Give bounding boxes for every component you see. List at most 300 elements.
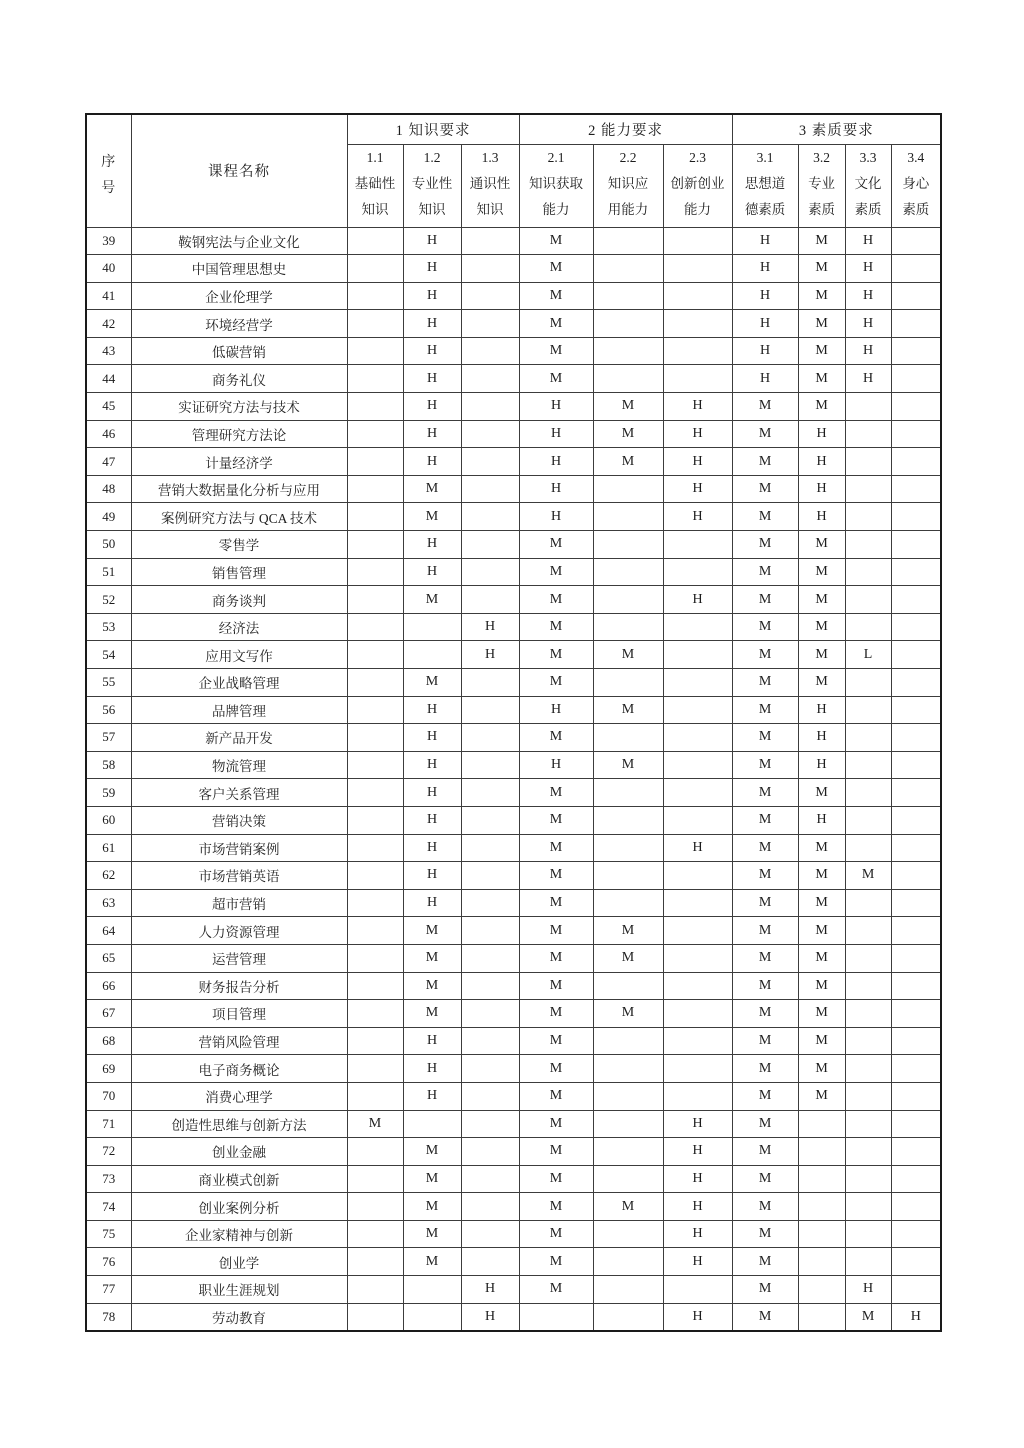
col-header-3-1 (732, 144, 798, 227)
rating-cell: M (403, 669, 461, 697)
rating-cell (798, 1303, 845, 1331)
rating-cell: M (593, 420, 663, 448)
col-num: 1.1 (366, 150, 384, 165)
rating-cell (347, 1276, 403, 1304)
rating-cell: H (891, 1303, 941, 1331)
col-header-1-1 (347, 144, 403, 227)
table-row (86, 696, 941, 724)
rating-cell (347, 1000, 403, 1028)
rating-cell: M (519, 1165, 593, 1193)
row-number-cell: 76 (86, 1248, 131, 1276)
rating-cell: H (461, 1303, 519, 1331)
rating-cell: M (732, 806, 798, 834)
row-number-cell: 41 (86, 282, 131, 310)
rating-cell (593, 1110, 663, 1138)
col-label-line: 文化 (854, 176, 882, 192)
rating-cell: H (663, 448, 732, 476)
rating-cell (347, 365, 403, 393)
row-number-cell: 72 (86, 1138, 131, 1166)
rating-cell: M (593, 1193, 663, 1221)
col-label-line: 身心 (902, 176, 930, 192)
rating-cell (845, 1110, 891, 1138)
rating-cell (891, 972, 941, 1000)
table-row (86, 255, 941, 283)
rating-cell (663, 310, 732, 338)
rating-cell (845, 531, 891, 559)
rating-cell: M (732, 1027, 798, 1055)
rating-cell: M (732, 1165, 798, 1193)
col-label-line: 专业 (808, 176, 836, 192)
row-number-cell: 42 (86, 310, 131, 338)
rating-cell (845, 1165, 891, 1193)
rating-cell (891, 365, 941, 393)
rating-cell (845, 917, 891, 945)
rating-cell: H (798, 448, 845, 476)
rating-cell: M (593, 1000, 663, 1028)
col-num: 2.1 (547, 150, 565, 165)
rating-cell: H (403, 834, 461, 862)
rating-cell: M (798, 255, 845, 283)
rating-cell (461, 917, 519, 945)
table-row (86, 475, 941, 503)
rating-cell: H (663, 503, 732, 531)
col-header-1-2 (403, 144, 461, 227)
col-num: 1.2 (423, 150, 441, 165)
row-number-cell: 64 (86, 917, 131, 945)
rating-cell (891, 227, 941, 255)
rating-cell: H (663, 1193, 732, 1221)
row-number-cell: 53 (86, 613, 131, 641)
rating-cell: M (732, 917, 798, 945)
rating-cell: M (732, 641, 798, 669)
rating-cell: M (732, 862, 798, 890)
rating-cell: H (519, 420, 593, 448)
rating-cell: M (519, 365, 593, 393)
rating-cell: H (403, 1082, 461, 1110)
rating-cell: M (732, 944, 798, 972)
rating-cell (593, 669, 663, 697)
row-number-cell: 52 (86, 586, 131, 614)
rating-cell (461, 586, 519, 614)
course-name-cell: 创业金融 (131, 1138, 347, 1166)
rating-cell: M (593, 696, 663, 724)
col-header-2-3 (663, 144, 732, 227)
rating-cell (891, 531, 941, 559)
rating-cell (347, 448, 403, 476)
table-row (86, 531, 941, 559)
rating-cell (891, 255, 941, 283)
rating-cell: M (519, 972, 593, 1000)
rating-cell (891, 475, 941, 503)
table-row (86, 1276, 941, 1304)
rating-cell: H (403, 724, 461, 752)
rating-cell (845, 834, 891, 862)
rating-cell (663, 1000, 732, 1028)
rating-cell (461, 420, 519, 448)
rating-cell (891, 1138, 941, 1166)
rating-cell: M (519, 1082, 593, 1110)
course-name-cell: 管理研究方法论 (131, 420, 347, 448)
rating-cell (593, 889, 663, 917)
rating-cell (347, 613, 403, 641)
rating-cell: H (663, 393, 732, 421)
row-number-cell: 43 (86, 337, 131, 365)
rating-cell: H (663, 834, 732, 862)
row-number-cell: 57 (86, 724, 131, 752)
rating-cell: H (732, 365, 798, 393)
rating-cell (403, 1276, 461, 1304)
rating-cell (593, 310, 663, 338)
table-row (86, 669, 941, 697)
rating-cell: M (732, 448, 798, 476)
rating-cell: M (732, 751, 798, 779)
rating-cell (347, 1055, 403, 1083)
rating-cell: H (403, 558, 461, 586)
rating-cell (663, 779, 732, 807)
rating-cell: M (519, 227, 593, 255)
rating-cell (403, 1303, 461, 1331)
rating-cell (891, 420, 941, 448)
rating-cell (347, 669, 403, 697)
col-label-line: 知识 (418, 202, 446, 218)
table-body (86, 227, 941, 1331)
row-number-cell: 65 (86, 944, 131, 972)
rating-cell (891, 1220, 941, 1248)
course-name-cell: 计量经济学 (131, 448, 347, 476)
rating-cell: M (403, 972, 461, 1000)
row-number-cell: 60 (86, 806, 131, 834)
rating-cell: M (403, 1165, 461, 1193)
rating-cell: H (403, 806, 461, 834)
table-row (86, 1303, 941, 1331)
rating-cell (593, 365, 663, 393)
rating-cell: M (798, 558, 845, 586)
col-label-line: 创新创业 (670, 176, 725, 192)
rating-cell (461, 1193, 519, 1221)
course-name-cell: 客户关系管理 (131, 779, 347, 807)
col-num: 3.4 (907, 150, 925, 165)
rating-cell: M (403, 944, 461, 972)
row-number-cell: 75 (86, 1220, 131, 1248)
rating-cell (891, 1000, 941, 1028)
rating-cell (347, 806, 403, 834)
rating-cell (663, 558, 732, 586)
row-number-cell: 56 (86, 696, 131, 724)
rating-cell (593, 503, 663, 531)
rating-cell (845, 972, 891, 1000)
col-header-1-3 (461, 144, 519, 227)
rating-cell (347, 282, 403, 310)
rating-cell: M (732, 1220, 798, 1248)
rating-cell (347, 862, 403, 890)
course-name-cell: 中国管理思想史 (131, 255, 347, 283)
rating-cell (663, 751, 732, 779)
rating-cell (461, 1027, 519, 1055)
rating-cell (663, 337, 732, 365)
rating-cell: H (845, 365, 891, 393)
rating-cell (347, 944, 403, 972)
course-name-cell: 商务谈判 (131, 586, 347, 614)
course-name-cell: 运营管理 (131, 944, 347, 972)
rating-cell (347, 641, 403, 669)
rating-cell (593, 558, 663, 586)
row-number-cell: 77 (86, 1276, 131, 1304)
row-number-cell: 46 (86, 420, 131, 448)
rating-cell: M (593, 917, 663, 945)
rating-cell: H (403, 337, 461, 365)
rating-cell: M (593, 641, 663, 669)
rating-cell (593, 227, 663, 255)
rating-cell: M (593, 944, 663, 972)
rating-cell (891, 1193, 941, 1221)
course-name-cell: 企业家精神与创新 (131, 1220, 347, 1248)
rating-cell (798, 1110, 845, 1138)
rating-cell (461, 1082, 519, 1110)
rating-cell: M (519, 779, 593, 807)
rating-cell (347, 393, 403, 421)
course-name-cell: 财务报告分析 (131, 972, 347, 1000)
rating-cell (845, 1055, 891, 1083)
table-row (86, 751, 941, 779)
rating-cell: H (403, 448, 461, 476)
table-row (86, 1193, 941, 1221)
rating-cell: H (845, 255, 891, 283)
rating-cell: M (798, 641, 845, 669)
rating-cell (593, 1165, 663, 1193)
rating-cell: M (798, 972, 845, 1000)
row-number-cell: 69 (86, 1055, 131, 1083)
col-num: 3.3 (859, 150, 877, 165)
rating-cell (347, 696, 403, 724)
rating-cell: M (798, 862, 845, 890)
rating-cell: M (519, 1276, 593, 1304)
row-number-cell: 63 (86, 889, 131, 917)
rating-cell (593, 806, 663, 834)
rating-cell (461, 834, 519, 862)
rating-cell: M (732, 669, 798, 697)
rating-cell: M (732, 531, 798, 559)
col-header-2-1 (519, 144, 593, 227)
rating-cell (663, 862, 732, 890)
row-number-cell: 49 (86, 503, 131, 531)
rating-cell (845, 806, 891, 834)
rating-cell: M (593, 393, 663, 421)
table-row (86, 1027, 941, 1055)
header-group-row (86, 114, 941, 144)
rating-cell (891, 724, 941, 752)
col-num: 3.2 (813, 150, 830, 165)
col-label-line: 知识获取 (529, 176, 584, 192)
rating-cell (891, 889, 941, 917)
rating-cell (593, 475, 663, 503)
rating-cell: H (798, 420, 845, 448)
rating-cell (593, 531, 663, 559)
rating-cell (461, 1165, 519, 1193)
rating-cell (891, 1165, 941, 1193)
col-header-3-4 (891, 144, 941, 227)
rating-cell: M (519, 1027, 593, 1055)
rating-cell: M (403, 586, 461, 614)
rating-cell (891, 751, 941, 779)
col-label-line: 知识 (361, 202, 389, 218)
rating-cell: M (732, 779, 798, 807)
table-row (86, 558, 941, 586)
rating-cell (593, 337, 663, 365)
col-header-2-2 (593, 144, 663, 227)
course-name-cell: 物流管理 (131, 751, 347, 779)
course-name-cell: 实证研究方法与技术 (131, 393, 347, 421)
rating-cell (593, 1027, 663, 1055)
rating-cell: H (403, 696, 461, 724)
rating-cell (891, 917, 941, 945)
rating-cell: M (732, 1000, 798, 1028)
rating-cell (403, 613, 461, 641)
rating-cell: M (519, 641, 593, 669)
rating-cell: M (732, 724, 798, 752)
rating-cell: M (798, 1082, 845, 1110)
table-row (86, 448, 941, 476)
table-row (86, 1165, 941, 1193)
rating-cell (845, 889, 891, 917)
rating-cell: H (519, 475, 593, 503)
course-name-cell: 企业伦理学 (131, 282, 347, 310)
col-label-line: 思想道 (744, 176, 786, 192)
rating-cell: M (732, 1276, 798, 1304)
rating-cell (461, 696, 519, 724)
rating-cell (461, 337, 519, 365)
rating-cell (461, 1248, 519, 1276)
rating-cell (663, 282, 732, 310)
rating-cell (461, 1220, 519, 1248)
rating-cell (461, 558, 519, 586)
rating-cell (845, 1220, 891, 1248)
rating-cell: M (519, 889, 593, 917)
course-name-cell: 创造性思维与创新方法 (131, 1110, 347, 1138)
rating-cell: H (663, 420, 732, 448)
rating-cell: M (845, 862, 891, 890)
header-group-knowledge: 1 知识要求 (347, 114, 519, 144)
rating-cell: M (798, 917, 845, 945)
rating-cell (461, 724, 519, 752)
table-row (86, 1248, 941, 1276)
table-row (86, 282, 941, 310)
col-num: 3.1 (756, 150, 774, 165)
rating-cell: M (798, 1027, 845, 1055)
header-seq-line1: 序 (101, 154, 117, 170)
row-number-cell: 50 (86, 531, 131, 559)
rating-cell (347, 972, 403, 1000)
row-number-cell: 51 (86, 558, 131, 586)
rating-cell: M (732, 1082, 798, 1110)
table-row (86, 310, 941, 338)
rating-cell: M (519, 1193, 593, 1221)
table-row (86, 779, 941, 807)
row-number-cell: 45 (86, 393, 131, 421)
rating-cell: M (519, 586, 593, 614)
rating-cell (593, 972, 663, 1000)
rating-cell (845, 751, 891, 779)
col-label-line: 知识 (476, 202, 504, 218)
rating-cell: H (403, 779, 461, 807)
table-row (86, 1220, 941, 1248)
row-number-cell: 73 (86, 1165, 131, 1193)
rating-cell: M (732, 1055, 798, 1083)
rating-cell (461, 889, 519, 917)
rating-cell (593, 1303, 663, 1331)
rating-cell: H (403, 862, 461, 890)
rating-cell (845, 944, 891, 972)
rating-cell: M (732, 586, 798, 614)
rating-cell (845, 613, 891, 641)
rating-cell: H (663, 475, 732, 503)
rating-cell (461, 862, 519, 890)
rating-cell (798, 1276, 845, 1304)
row-number-cell: 71 (86, 1110, 131, 1138)
rating-cell (663, 696, 732, 724)
rating-cell: M (519, 917, 593, 945)
course-name-cell: 项目管理 (131, 1000, 347, 1028)
rating-cell: M (403, 1248, 461, 1276)
table-row (86, 1082, 941, 1110)
table-row (86, 944, 941, 972)
rating-cell (891, 834, 941, 862)
rating-cell: H (403, 1055, 461, 1083)
rating-cell: M (519, 1000, 593, 1028)
rating-cell: M (798, 393, 845, 421)
rating-cell (347, 1220, 403, 1248)
rating-cell: M (403, 1000, 461, 1028)
rating-cell: H (519, 503, 593, 531)
rating-cell (461, 1055, 519, 1083)
rating-cell: H (403, 420, 461, 448)
rating-cell (461, 448, 519, 476)
rating-cell: M (593, 751, 663, 779)
rating-cell (798, 1220, 845, 1248)
rating-cell: H (798, 806, 845, 834)
rating-cell (845, 779, 891, 807)
rating-cell (845, 475, 891, 503)
rating-cell: H (798, 696, 845, 724)
course-name-cell: 营销风险管理 (131, 1027, 347, 1055)
rating-cell: H (845, 282, 891, 310)
rating-cell (663, 255, 732, 283)
rating-cell: M (732, 834, 798, 862)
row-number-cell: 40 (86, 255, 131, 283)
table-row (86, 1110, 941, 1138)
rating-cell: M (845, 1303, 891, 1331)
rating-cell: M (732, 972, 798, 1000)
rating-cell (461, 751, 519, 779)
rating-cell (663, 806, 732, 834)
rating-cell (461, 1138, 519, 1166)
rating-cell (798, 1248, 845, 1276)
rating-cell (891, 669, 941, 697)
course-name-cell: 零售学 (131, 531, 347, 559)
rating-cell (663, 365, 732, 393)
rating-cell: M (798, 310, 845, 338)
table-row (86, 641, 941, 669)
row-number-cell: 70 (86, 1082, 131, 1110)
col-label-line: 德素质 (744, 202, 786, 218)
rating-cell: M (403, 475, 461, 503)
rating-cell (845, 1138, 891, 1166)
rating-cell (663, 917, 732, 945)
rating-cell (891, 1110, 941, 1138)
course-name-cell: 企业战略管理 (131, 669, 347, 697)
table-row (86, 834, 941, 862)
rating-cell: H (403, 751, 461, 779)
rating-cell (347, 1248, 403, 1276)
